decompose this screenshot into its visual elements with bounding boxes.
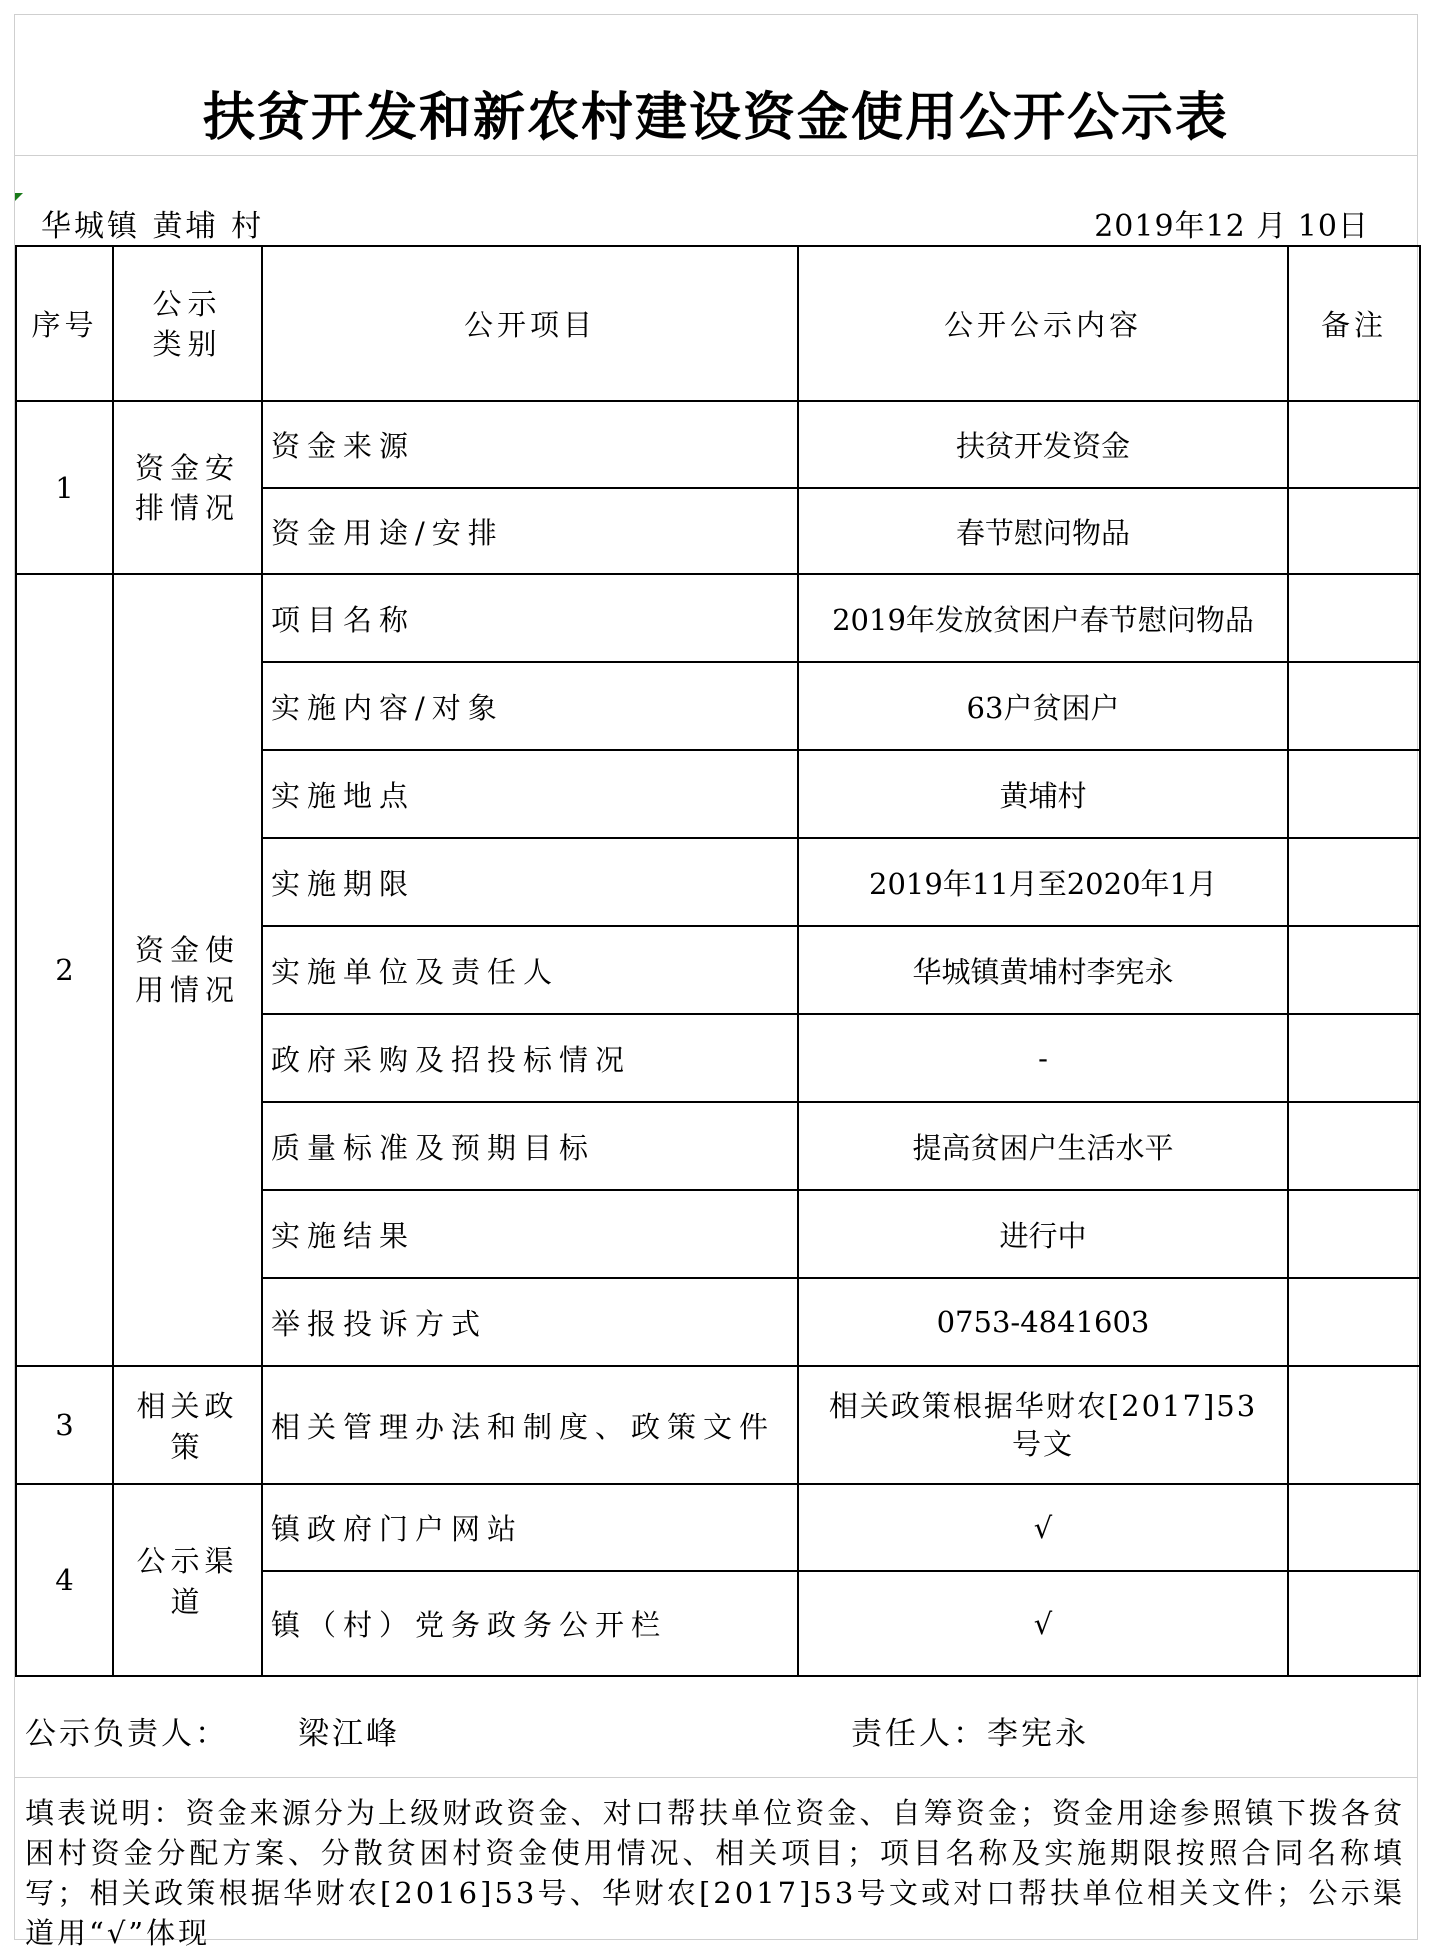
- category-cell: 相关政策: [113, 1366, 262, 1484]
- remark-cell: [1288, 1571, 1420, 1676]
- content-cell: 提高贫困户生活水平: [798, 1102, 1288, 1190]
- item-cell: 质量标准及预期目标: [262, 1102, 798, 1190]
- seq-cell: 1: [16, 401, 113, 574]
- item-cell: 镇（村）党务政务公开栏: [262, 1571, 798, 1676]
- item-cell: 资金用途/安排: [262, 488, 798, 574]
- item-cell: 相关管理办法和制度、政策文件: [262, 1366, 798, 1484]
- remark-cell: [1288, 1484, 1420, 1571]
- filling-instructions: 填表说明：资金来源分为上级财政资金、对口帮扶单位资金、自筹资金；资金用途参照镇下拨各贫困村资金分配方案、分散贫困村资金使用情况、相关项目；项目名称及实施期限按照合同名称填写；相关政策根据华财农[2016]53号、华财农[2017]53号文或对口帮扶单位相关文件；公示渠道用“√”体现: [25, 1796, 1405, 1950]
- remark-cell: [1288, 662, 1420, 750]
- header-content: 公开公示内容: [798, 246, 1288, 401]
- remark-cell: [1288, 1190, 1420, 1278]
- item-cell: 实施内容/对象: [262, 662, 798, 750]
- divider: [15, 155, 1417, 156]
- notice-sheet: [14, 14, 1418, 1950]
- check-mark-icon: √: [798, 1571, 1288, 1676]
- content-cell: 华城镇黄埔村李宪永: [798, 926, 1288, 1014]
- remark-cell: [1288, 750, 1420, 838]
- remark-cell: [1288, 926, 1420, 1014]
- content-cell: -: [798, 1014, 1288, 1102]
- header-seq: 序号: [16, 246, 113, 401]
- item-cell: 实施地点: [262, 750, 798, 838]
- content-cell: 2019年发放贫困户春节慰问物品: [798, 574, 1288, 662]
- header-item: 公开项目: [262, 246, 798, 401]
- content-cell: 扶贫开发资金: [798, 401, 1288, 488]
- content-cell: 0753-4841603: [798, 1278, 1288, 1366]
- category-cell: 资金安排情况: [113, 401, 262, 574]
- page-title: 扶贫开发和新农村建设资金使用公开公示表: [202, 88, 1229, 148]
- content-cell: 黄埔村: [798, 750, 1288, 838]
- cell-marker: [15, 193, 23, 201]
- check-mark-icon: √: [798, 1484, 1288, 1571]
- item-cell: 实施结果: [262, 1190, 798, 1278]
- remark-cell: [1288, 1366, 1420, 1484]
- disclosure-table: [15, 245, 1421, 1677]
- publisher-name: 梁江峰: [298, 1716, 400, 1752]
- remark-cell: [1288, 488, 1420, 574]
- remark-cell: [1288, 838, 1420, 926]
- content-cell: 春节慰问物品: [798, 488, 1288, 574]
- item-cell: 实施期限: [262, 838, 798, 926]
- seq-cell: 2: [16, 574, 113, 1366]
- content-cell: 相关政策根据华财农[2017]53号文: [798, 1366, 1288, 1484]
- item-cell: 政府采购及招投标情况: [262, 1014, 798, 1102]
- item-cell: 资金来源: [262, 401, 798, 488]
- location-label: 华城镇 黄埔 村: [41, 209, 265, 244]
- date-label: 2019年12 月 10日: [1094, 209, 1369, 244]
- remark-cell: [1288, 1278, 1420, 1366]
- table-header-row: [16, 246, 1420, 401]
- remark-cell: [1288, 574, 1420, 662]
- item-cell: 项目名称: [262, 574, 798, 662]
- item-cell: 实施单位及责任人: [262, 926, 798, 1014]
- seq-cell: 3: [16, 1366, 113, 1484]
- category-cell: 公示渠道: [113, 1484, 262, 1676]
- item-cell: 镇政府门户网站: [262, 1484, 798, 1571]
- seq-cell: 4: [16, 1484, 113, 1676]
- responsible-person: 责任人：李宪永: [851, 1716, 1089, 1752]
- divider: [15, 1777, 1417, 1778]
- table-row: [16, 1484, 1420, 1571]
- header-remark: 备注: [1288, 246, 1420, 401]
- remark-cell: [1288, 401, 1420, 488]
- content-cell: 2019年11月至2020年1月: [798, 838, 1288, 926]
- category-cell: 资金使用情况: [113, 574, 262, 1366]
- remark-cell: [1288, 1102, 1420, 1190]
- content-cell: 进行中: [798, 1190, 1288, 1278]
- item-cell: 举报投诉方式: [262, 1278, 798, 1366]
- header-category: 公示类别: [113, 246, 262, 401]
- table-row: [16, 401, 1420, 488]
- table-row: [16, 574, 1420, 662]
- table-row: [16, 1366, 1420, 1484]
- remark-cell: [1288, 1014, 1420, 1102]
- content-cell: 63户贫困户: [798, 662, 1288, 750]
- publisher-label: 公示负责人：: [25, 1716, 229, 1752]
